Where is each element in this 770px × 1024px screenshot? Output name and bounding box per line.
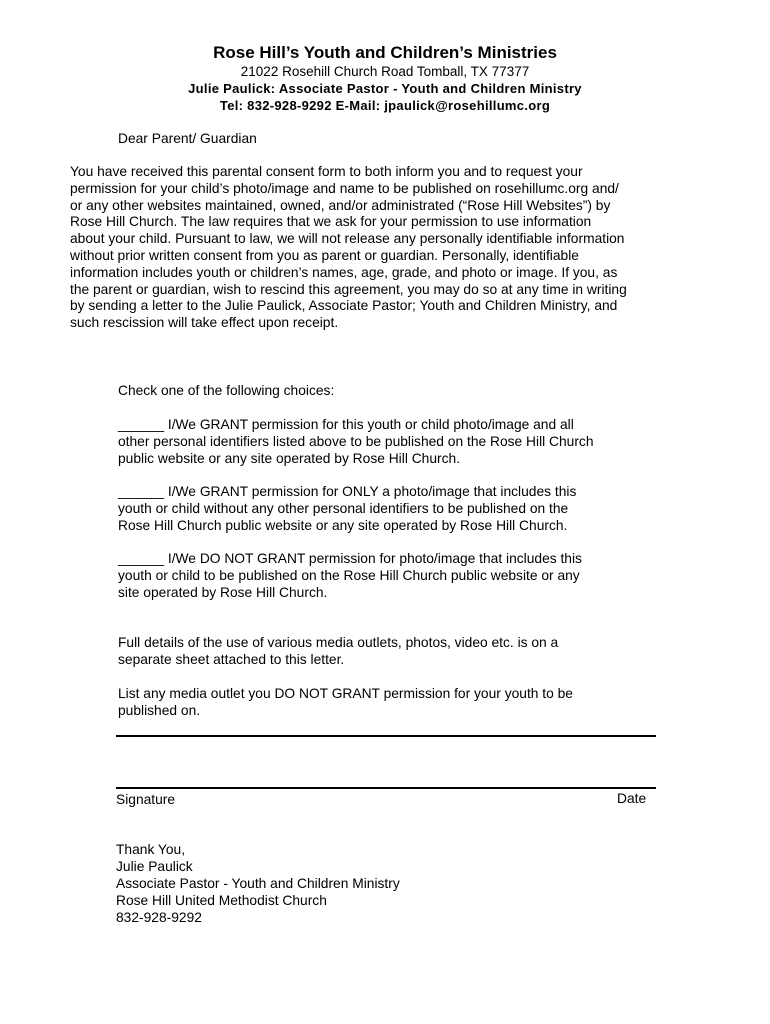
choice-line: Rose Hill Church public website or any site operated by Rose Hill Church. (118, 518, 568, 533)
closing-line: Rose Hill United Methodist Church (116, 893, 327, 908)
intro-line: such rescission will take effect upon receipt. (70, 315, 339, 331)
intro-line: about your child. Pursuant to law, we will not release any personally identifiable information (70, 231, 625, 247)
choice-line: youth or child without any other personal identifiers to be published on the (118, 501, 569, 516)
choice-line: site operated by Rose Hill Church. (118, 585, 328, 600)
contact-person: Julie Paulick: Associate Pastor - Youth and Children Ministry (188, 81, 582, 96)
intro-line: by sending a letter to the Julie Paulick, Associate Pastor; Youth and Children Ministry, and (70, 298, 618, 314)
media-exclusion-prompt (118, 685, 658, 719)
intro-paragraph (70, 164, 702, 332)
details-line: Full details of the use of various media outlets, photos, video etc. is on a (118, 635, 559, 650)
intro-line: permission for your child’s photo/image and name to be published on rosehillumc.org and/ (70, 180, 619, 196)
media-exclusion-line: List any media outlet you DO NOT GRANT permission for your youth to be (118, 686, 573, 701)
intro-line: You have received this parental consent form to both inform you and to request your (70, 164, 583, 179)
choice-grant-all[interactable] (118, 416, 658, 467)
organization-name: Rose Hill’s Youth and Children’s Ministries (213, 43, 557, 62)
choices-instruction: Check one of the following choices: (118, 383, 335, 398)
intro-line: the parent or guardian, wish to rescind this agreement, you may do so at any time in writing (70, 281, 627, 297)
closing-line: 832-928-9292 (116, 910, 202, 925)
closing-line: Thank You, (116, 842, 186, 857)
salutation: Dear Parent/ Guardian (118, 131, 257, 146)
intro-line: without prior written consent from you as parent or guardian. Personally, identifiable (70, 247, 579, 263)
intro-line: or any other websites maintained, owned, and/or administrated (“Rose Hill Websites”) by (70, 197, 611, 213)
signature-line[interactable] (116, 787, 656, 789)
choice-grant-photo-only[interactable] (118, 483, 658, 534)
choice-line: ______ I/We GRANT permission for ONLY a photo/image that includes this (118, 484, 577, 499)
closing-line: Associate Pastor - Youth and Children Ministry (116, 876, 400, 891)
closing-block (116, 841, 400, 926)
contact-info: Tel: 832-928-9292 E-Mail: jpaulick@rosehillumc.org (219, 98, 551, 113)
media-exclusion-write-line[interactable] (116, 735, 656, 737)
media-exclusion-line: published on. (118, 703, 201, 718)
closing-line: Julie Paulick (116, 859, 193, 874)
choice-line: youth or child to be published on the Rose Hill Church public website or any (118, 568, 580, 583)
intro-line: information includes youth or children’s names, age, grade, and photo or image. If you, as (70, 264, 618, 280)
choice-line: ______ I/We GRANT permission for this youth or child photo/image and all (118, 417, 574, 432)
choice-line: ______ I/We DO NOT GRANT permission for photo/image that includes this (118, 551, 582, 566)
details-line: separate sheet attached to this letter. (118, 652, 345, 667)
letterhead (0, 43, 770, 114)
intro-line: Rose Hill Church. The law requires that we ask for your permission to use information (70, 214, 592, 230)
choice-do-not-grant[interactable] (118, 550, 658, 601)
date-label: Date (617, 791, 647, 806)
choice-line: other personal identifiers listed above to be published on the Rose Hill Church (118, 434, 594, 449)
signature-label: Signature (116, 792, 176, 807)
church-address: 21022 Rosehill Church Road Tomball, TX 77377 (240, 64, 530, 79)
details-note (118, 634, 658, 668)
choice-line: public website or any site operated by Rose Hill Church. (118, 451, 461, 466)
